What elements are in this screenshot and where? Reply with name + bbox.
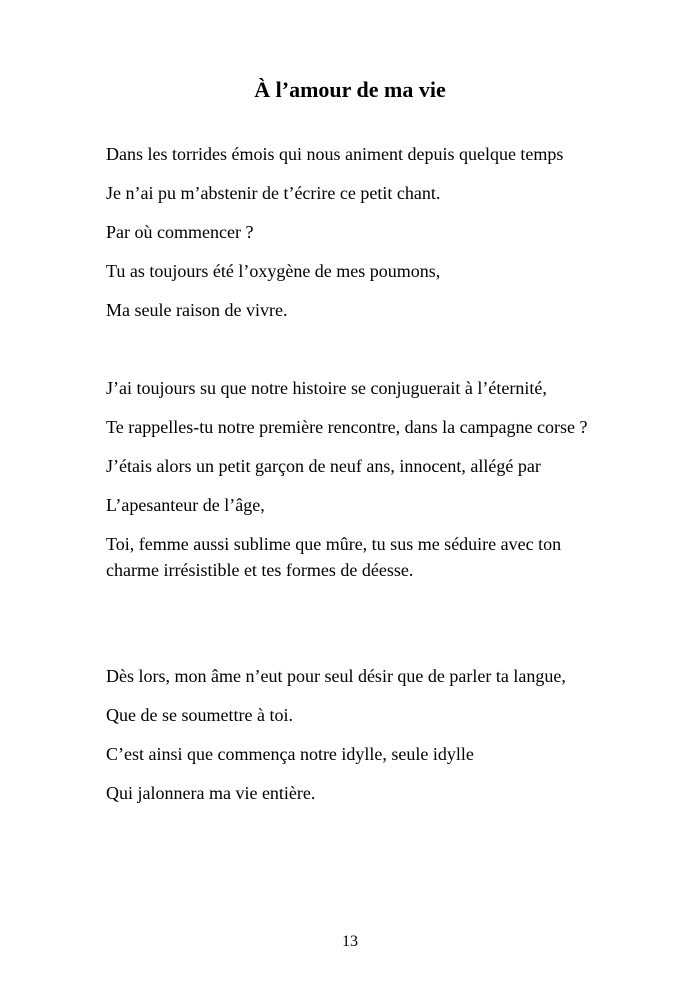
poem-line: Ma seule raison de vivre.: [106, 300, 288, 320]
stanza-2: [106, 375, 616, 596]
stanza-3: [106, 663, 616, 819]
poem-line: L’apesanteur de l’âge,: [106, 495, 265, 515]
poem-line: J’étais alors un petit garçon de neuf ans, innocent, allégé par: [106, 456, 541, 476]
poem-line: Toi, femme aussi sublime que mûre, tu sus me séduire avec ton charme irrésistible et tes formes de déesse.: [106, 534, 562, 580]
stanza-1: [106, 141, 616, 336]
poem-line: Dès lors, mon âme n’eut pour seul désir que de parler ta langue,: [106, 666, 566, 686]
poem-line: Que de se soumettre à toi.: [106, 705, 293, 725]
poem-title: À l’amour de ma vie: [254, 77, 446, 102]
poem-line: C’est ainsi que commença notre idylle, seule idylle: [106, 744, 474, 764]
poem-line: Te rappelles-tu notre première rencontre, dans la campagne corse ?: [106, 417, 588, 437]
poem-line: Dans les torrides émois qui nous animent depuis quelque temps: [106, 144, 564, 164]
poem-line: Tu as toujours été l’oxygène de mes poumons,: [106, 261, 441, 281]
poem-line: Je n’ai pu m’abstenir de t’écrire ce petit chant.: [106, 183, 441, 203]
poem-line: Par où commencer ?: [106, 222, 254, 242]
poem-line: Qui jalonnera ma vie entière.: [106, 783, 316, 803]
page-number: 13: [342, 933, 358, 950]
poem-line: J’ai toujours su que notre histoire se conjuguerait à l’éternité,: [106, 378, 547, 398]
